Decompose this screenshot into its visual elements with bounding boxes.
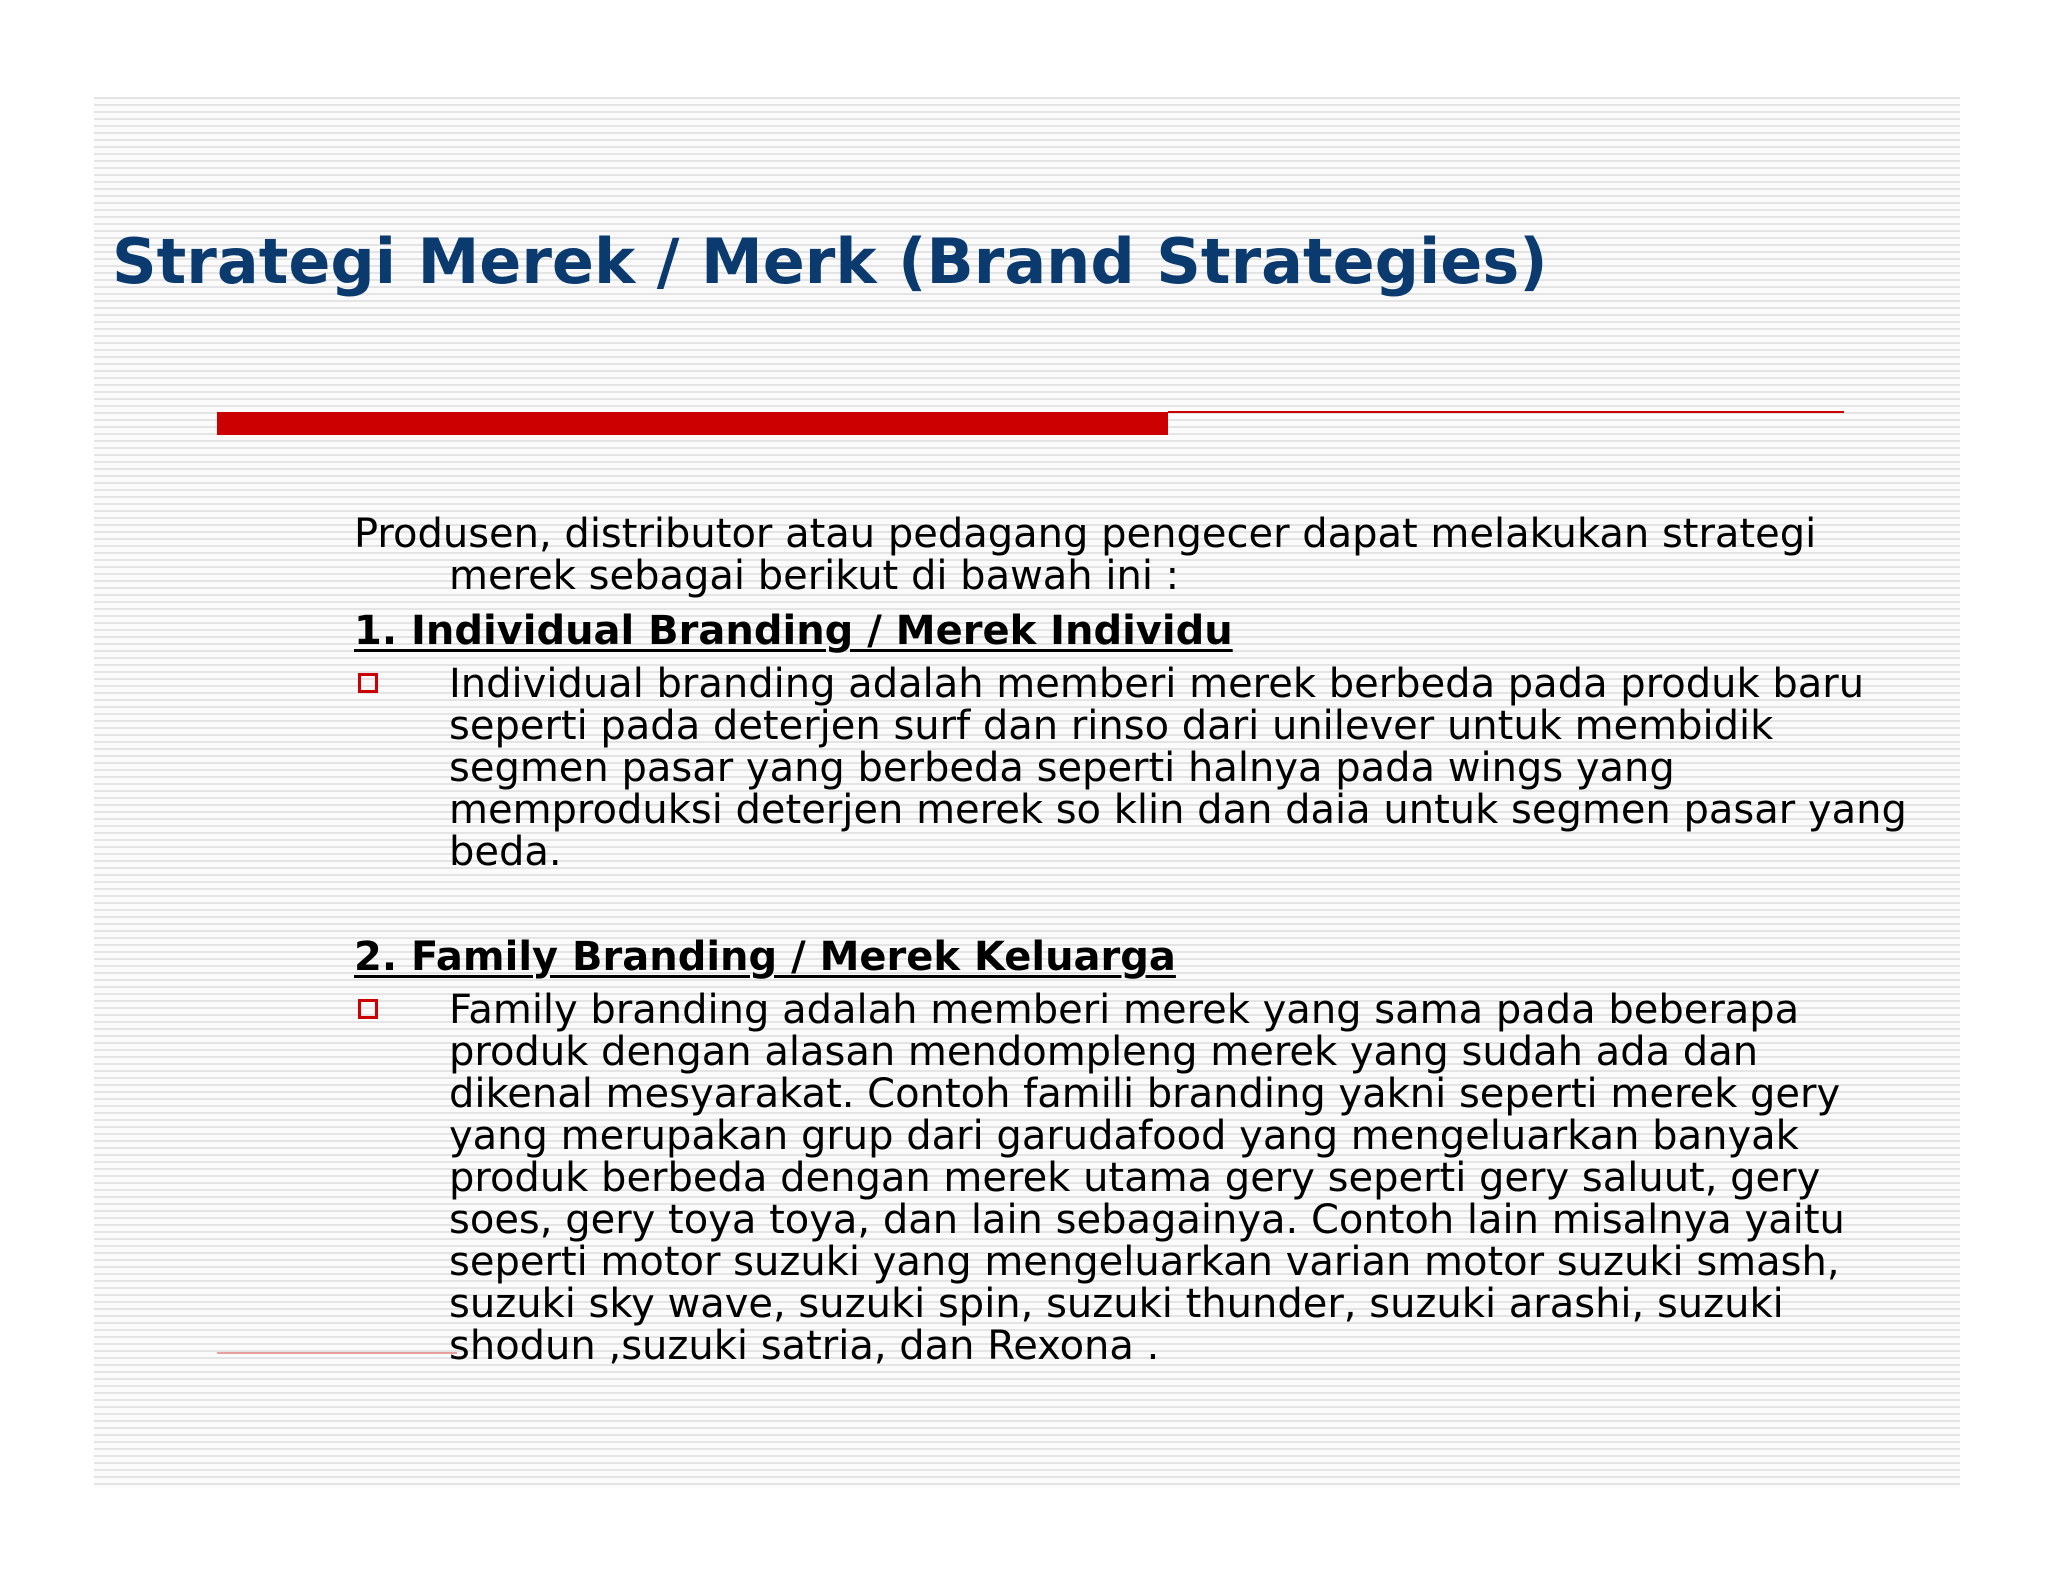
section-heading: 1. Individual Branding / Merek Individu bbox=[354, 608, 1233, 654]
section-individual-branding bbox=[354, 609, 1914, 873]
slide-title: Strategi Merek / Merk (Brand Strategies) bbox=[112, 225, 1548, 298]
bullet-text: Family branding adalah memberi merek yang sama pada beberapa produk dengan alasan mendompleng merek yang sudah ada dan dikenal mesyarakat. Contoh famili branding yakni seperti merek gery yang merupakan grup dari garudafood yang mengeluarkan banyak produk berbeda dengan merek utama gery seperti gery saluut, gery soes, gery toya toya, dan lain sebagainya. Contoh lain misalnya yaitu seperti motor suzuki yang mengeluarkan varian motor suzuki smash, suzuki sky wave, suzuki spin, suzuki thunder, suzuki arashi, suzuki shodun ,suzuki satria, dan Rexona . bbox=[449, 987, 1845, 1369]
title-underline-thick bbox=[217, 412, 1168, 435]
intro-paragraph: Produsen, distributor atau pedagang pengecer dapat melakukan strategi merek sebagai berikut di bawah ini : bbox=[354, 511, 1817, 599]
bullet-item bbox=[354, 663, 1914, 873]
title-underline-thin bbox=[1168, 411, 1844, 413]
bullet-item bbox=[354, 989, 1914, 1367]
hollow-square-icon bbox=[358, 999, 378, 1019]
bullet-text: Individual branding adalah memberi merek berbeda pada produk baru seperti pada deterjen surf dan rinso dari unilever untuk membidik segmen pasar yang berbeda seperti halnya pada wings yang memproduksi deterjen merek so klin dan daia untuk segmen pasar yang beda. bbox=[449, 661, 1907, 875]
section-family-branding bbox=[354, 935, 1914, 1367]
slide-body bbox=[354, 513, 1914, 1367]
hollow-square-icon bbox=[358, 673, 378, 693]
section-heading: 2. Family Branding / Merek Keluarga bbox=[354, 934, 1176, 980]
